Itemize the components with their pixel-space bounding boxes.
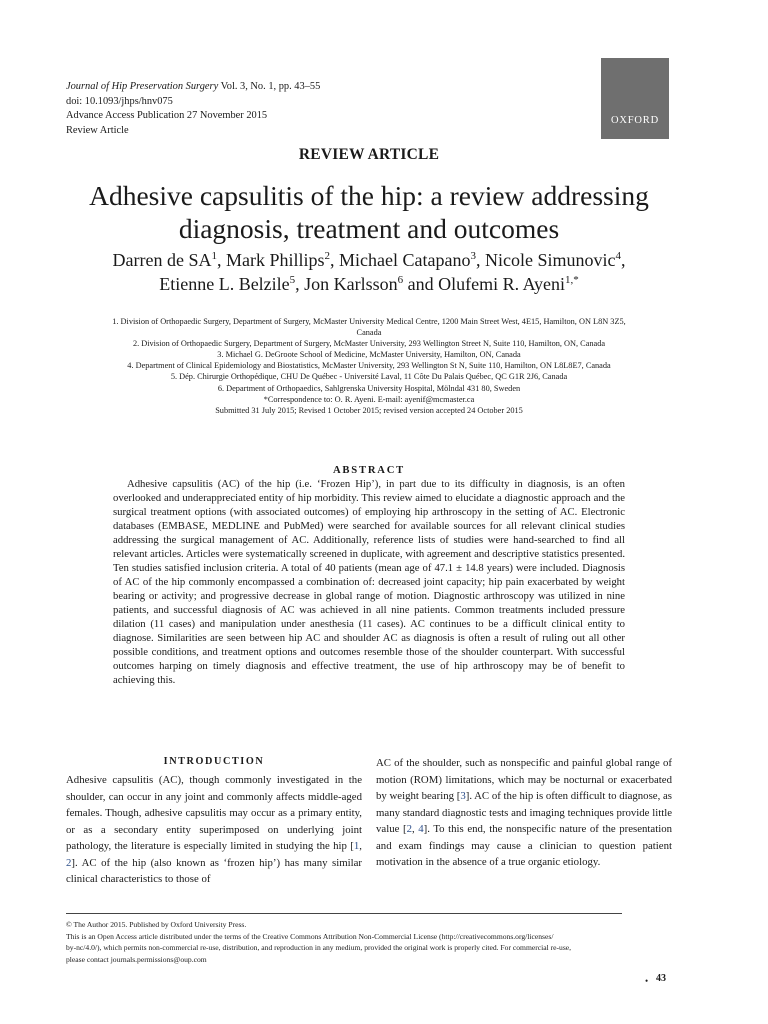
author-line [60,248,678,272]
abstract-heading: ABSTRACT [332,465,406,476]
introduction-heading: INTRODUCTION [163,756,265,767]
doi[interactable]: doi: 10.1093/jhps/hnv075 [66,95,173,107]
affiliation-line: 2. Division of Orthopaedic Surgery, Department of Surgery, McMaster University, 293 Wellington Street N, Suite 110, Hamilton, ON, Canada [132,339,606,349]
affiliation-line: 3. Michael G. DeGroote School of Medicine, McMaster University, Hamilton, ON, Canada [217,350,521,360]
citation-link[interactable]: 3 [460,790,466,802]
journal-citation [66,80,320,95]
footnote-line[interactable]: please contact journals.permissions@oup.com [66,954,207,964]
author-separator: , [330,250,340,270]
intro-column-right [376,755,672,871]
affiliations [66,316,672,416]
affiliation-line: 5. Dép. Chirurgie Orthopédique, CHU De Québec - Université Laval, 11 Côte Du Palais Québec, QC G1R 2J6, Canada [170,372,568,382]
advance-access: Advance Access Publication 27 November 2015 [66,110,268,121]
citation-link[interactable]: 2 [66,856,72,869]
author-name: Jon Karlsson [304,274,398,294]
affiliation-line: 4. Department of Clinical Epidemiology and Biostatistics, McMaster University, 293 Wellington St N, Suite 110, Hamilton, ON L8L8E7, Canada [127,361,611,371]
article-type-heading: REVIEW ARTICLE [298,146,440,163]
intro-text: AC of the shoulder, such as nonspecific and painful global range of motion (ROM) limitations, which may be nocturnal or exacerbated by weight bearing [ [376,757,672,802]
oxford-logo[interactable] [601,58,669,139]
license-footnote [66,919,626,965]
author-affiliation-mark: 1,* [565,274,579,286]
intro-paragraph-left [66,772,362,888]
correspondence[interactable]: *Correspondence to: O. R. Ayeni. E-mail: ayenif@mcmaster.ca [263,394,475,404]
intro-column-left [66,755,362,888]
intro-paragraph-right [376,755,672,871]
author-name: Olufemi R. Ayeni [438,274,566,294]
affiliation-line: 6. Department of Orthopaedics, Sahlgrenska University Hospital, Mölndal 431 80, Sweden [217,383,521,393]
author-affiliation-mark: 6 [397,274,404,286]
title-line: diagnosis, treatment and outcomes [178,213,560,244]
journal-name: Journal of Hip Preservation Surgery [66,81,219,92]
author-affiliation-mark: 3 [470,250,476,262]
page-number: 43 [656,973,666,984]
author-name: Mark Phillips [226,250,325,270]
article-title [50,179,688,245]
article-category: Review Article [66,124,129,136]
citation-link[interactable]: 4 [418,823,424,835]
author-name: Etienne L. Belzile [159,274,290,294]
author-list [60,248,678,296]
author-name: Darren de SA [112,250,212,270]
footnote-divider [66,913,622,914]
journal-volume: Vol. 3, No. 1, pp. 43–55 [218,81,321,92]
author-separator: , [475,250,485,270]
intro-text: ]. AC of the hip (also known as ‘frozen hip’) has many similar clinical characteristics to those of [66,856,362,885]
author-affiliation-mark: 5 [289,274,296,286]
author-separator: , [620,250,626,270]
author-separator: , [295,274,305,294]
title-line: Adhesive capsulitis of the hip: a review addressing [89,180,649,211]
intro-text: , [411,823,419,835]
oxford-logo-text: OXFORD [611,115,659,126]
author-affiliation-mark: 4 [615,250,621,262]
intro-text: , [359,840,362,852]
citation-link[interactable]: 2 [406,823,412,835]
abstract-text: Adhesive capsulitis (AC) of the hip (i.e. ‘Frozen Hip’), in part due to its difficulty in diagnosis, is an often overlooked and underappreciated entity of hip morbidity. This review aimed to elucidate a diagnostic approach and the surgical treatment options (with associated outcomes) of employing hip arthroscopy in the setting of AC. Electronic databases (EMBASE, MEDLINE and PubMed) were searched for available sources for all relevant clinical studies addressing the surgical management of AC. Additionally, reference lists of studies were hand-searched to find all relevant articles. Articles were systematically screened in duplicate, with agreement and descriptive statistics presented. Ten studies satisfied inclusion criteria. A total of 40 patients (mean age of 47.1 ± 14.8 years) were included. Diagnosis of AC of the hip commonly encompassed a combination of: decreased joint capacity; hip pain exacerbated by weight bearing or activity; and progressive decrease in global range of motion. Diagnostic arthroscopy was utilized in nine patients, and successful diagnosis of AC was achieved in all nine patients. Common treatments included pressure dilation (11 cases) and manipulation under anesthesia (11 cases). AC continues to be a difficult clinical entity to diagnose. Similarities are seen between hip AC and shoulder AC as diagnosis is often a result of ruling out all other possible conditions, and treatment options and outcomes resemble those of the shoulder counterpart. With successful outcomes harping on timely diagnosis and effective treatment, the use of hip arthroscopy may be of benefit to achieving this. [113,478,625,686]
author-affiliation-mark: 2 [324,250,331,262]
journal-meta [66,80,320,138]
intro-text: ]. To this end, the nonspecific nature of the presentation and exam findings may cause a clinician to question patient motivation in the absence of a true organic etiology. [376,823,672,868]
citation-link[interactable]: 1 [353,840,360,852]
submission-dates: Submitted 31 July 2015; Revised 1 October 2015; revised version accepted 24 October 2015 [215,405,523,415]
page-marker: • [645,976,649,986]
affiliation-line: Canada [356,328,382,338]
footnote-line[interactable]: This is an Open Access article distributed under the terms of the Creative Commons Attribution Non-Commercial License (http://creativecommons.org/licenses/ [66,931,554,941]
affiliation-line: 1. Division of Orthopaedic Surgery, Department of Surgery, McMaster University Medical Centre, 1200 Main Street West, 4E15, Hamilton, ON L8N 3Z5, [112,317,626,326]
author-name: Michael Catapano [339,250,471,270]
author-line [60,272,678,296]
intro-text: Adhesive capsulitis (AC), though commonly investigated in the shoulder, can occur in any joint and commonly affects middle-aged females. Though, adhesive capsulitis may occur as a primary entity, or as a secondary entity superimposed on underlying joint pathology, the literature is especially limited in studying the hip [ [66,774,362,852]
author-affiliation-mark: 1 [211,250,217,262]
intro-text: ]. AC of the hip is often difficult to diagnose, as many standard diagnostic tests and imaging techniques provide little value [ [376,790,672,835]
footnote-line: by-nc/4.0/), which permits non-commercial re-use, distribution, and reproduction in any medium, provided the original work is properly cited. For commercial re-use, [66,943,572,953]
footnote-line: © The Author 2015. Published by Oxford University Press. [66,920,247,929]
author-separator: , [217,250,226,270]
author-separator: and [403,274,439,294]
author-name: Nicole Simunovic [484,250,616,270]
